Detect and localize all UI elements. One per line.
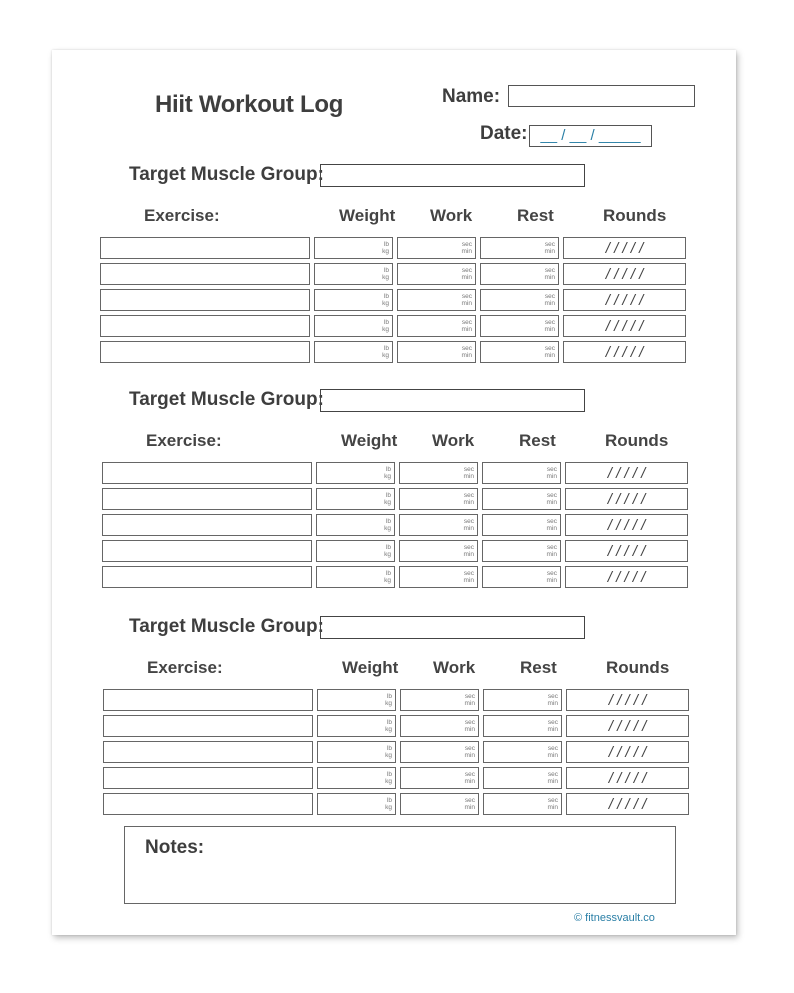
- footer-credit: © fitnessvault.co: [574, 912, 655, 924]
- rest-unit-sec: sec: [544, 267, 555, 274]
- target-muscle-label: Target Muscle Group:: [129, 164, 324, 185]
- rounds-tally: / / / / /: [605, 317, 644, 335]
- target-muscle-field[interactable]: [320, 389, 585, 412]
- rounds-tally: / / / / /: [605, 265, 644, 283]
- weight-unit-kg: kg: [385, 700, 392, 707]
- rest-cell[interactable]: [480, 341, 559, 363]
- weight-cell[interactable]: [316, 488, 395, 510]
- work-header: Work: [432, 431, 475, 450]
- work-cell[interactable]: [397, 341, 476, 363]
- rounds-tally: / / / / /: [605, 291, 644, 309]
- rest-cell[interactable]: [480, 263, 559, 285]
- weight-cell[interactable]: [316, 514, 395, 536]
- rest-unit-min: min: [546, 499, 557, 506]
- work-unit-min: min: [464, 804, 475, 811]
- work-cell[interactable]: [400, 715, 479, 737]
- rounds-header: Rounds: [603, 206, 667, 225]
- weight-unit-kg: kg: [385, 804, 392, 811]
- work-unit-sec: sec: [461, 345, 472, 352]
- exercise-cell[interactable]: [102, 514, 312, 536]
- weight-cell[interactable]: [316, 540, 395, 562]
- weight-unit-kg: kg: [382, 274, 389, 281]
- work-cell[interactable]: [397, 263, 476, 285]
- rest-unit-min: min: [547, 752, 558, 759]
- rounds-tally: / / / / /: [605, 239, 644, 257]
- weight-unit-kg: kg: [382, 300, 389, 307]
- work-unit-min: min: [464, 700, 475, 707]
- rest-header: Rest: [517, 206, 554, 225]
- weight-unit-lb: lb: [386, 693, 392, 700]
- work-unit-sec: sec: [464, 797, 475, 804]
- rest-unit-sec: sec: [546, 544, 557, 551]
- work-unit-min: min: [463, 525, 474, 532]
- weight-unit-lb: lb: [385, 518, 391, 525]
- work-cell[interactable]: [397, 315, 476, 337]
- rest-unit-sec: sec: [547, 797, 558, 804]
- rest-cell[interactable]: [480, 289, 559, 311]
- rounds-cell[interactable]: [565, 462, 688, 484]
- exercise-cell[interactable]: [103, 689, 313, 711]
- name-label: Name:: [442, 86, 501, 107]
- exercise-cell[interactable]: [103, 715, 313, 737]
- rest-cell[interactable]: [483, 793, 562, 815]
- work-unit-min: min: [464, 752, 475, 759]
- rest-cell[interactable]: [482, 540, 561, 562]
- work-unit-min: min: [461, 248, 472, 255]
- weight-unit-lb: lb: [385, 492, 391, 499]
- rounds-cell[interactable]: [565, 540, 688, 562]
- rest-unit-sec: sec: [546, 492, 557, 499]
- weight-cell[interactable]: [317, 689, 396, 711]
- weight-unit-kg: kg: [382, 248, 389, 255]
- work-cell[interactable]: [399, 462, 478, 484]
- rest-cell[interactable]: [480, 315, 559, 337]
- rounds-cell[interactable]: [563, 263, 686, 285]
- weight-unit-lb: lb: [383, 241, 389, 248]
- rest-unit-sec: sec: [544, 293, 555, 300]
- rest-unit-sec: sec: [547, 745, 558, 752]
- rounds-cell[interactable]: [563, 237, 686, 259]
- weight-cell[interactable]: [316, 566, 395, 588]
- weight-unit-lb: lb: [385, 466, 391, 473]
- work-unit-sec: sec: [464, 719, 475, 726]
- exercise-cell[interactable]: [103, 767, 313, 789]
- rounds-tally: / / / / /: [608, 795, 647, 813]
- weight-unit-kg: kg: [384, 551, 391, 558]
- work-cell[interactable]: [400, 689, 479, 711]
- rest-unit-min: min: [544, 248, 555, 255]
- work-unit-sec: sec: [463, 544, 474, 551]
- rest-unit-min: min: [544, 300, 555, 307]
- weight-unit-kg: kg: [382, 352, 389, 359]
- rounds-tally: / / / / /: [605, 343, 644, 361]
- rest-cell[interactable]: [483, 741, 562, 763]
- rest-unit-min: min: [544, 352, 555, 359]
- rounds-cell[interactable]: [566, 741, 689, 763]
- rest-unit-sec: sec: [544, 319, 555, 326]
- rest-cell[interactable]: [482, 514, 561, 536]
- weight-unit-lb: lb: [385, 570, 391, 577]
- rounds-tally: / / / / /: [607, 542, 646, 560]
- work-unit-min: min: [463, 473, 474, 480]
- rounds-cell[interactable]: [566, 689, 689, 711]
- weight-cell[interactable]: [314, 289, 393, 311]
- weight-header: Weight: [341, 431, 398, 450]
- weight-cell[interactable]: [314, 237, 393, 259]
- weight-unit-lb: lb: [383, 345, 389, 352]
- weight-cell[interactable]: [317, 741, 396, 763]
- weight-header: Weight: [339, 206, 396, 225]
- date-label: Date:: [480, 123, 528, 144]
- weight-cell[interactable]: [317, 715, 396, 737]
- rest-cell[interactable]: [483, 767, 562, 789]
- rest-unit-min: min: [546, 551, 557, 558]
- weight-header: Weight: [342, 658, 399, 677]
- exercise-cell[interactable]: [102, 540, 312, 562]
- exercise-header: Exercise:: [144, 206, 220, 225]
- weight-unit-kg: kg: [382, 326, 389, 333]
- weight-unit-kg: kg: [384, 577, 391, 584]
- work-unit-sec: sec: [461, 267, 472, 274]
- work-unit-min: min: [464, 778, 475, 785]
- work-unit-min: min: [461, 326, 472, 333]
- work-unit-min: min: [463, 577, 474, 584]
- rest-cell[interactable]: [483, 715, 562, 737]
- rounds-cell[interactable]: [563, 341, 686, 363]
- rounds-header: Rounds: [606, 658, 670, 677]
- exercise-cell[interactable]: [100, 315, 310, 337]
- work-unit-sec: sec: [461, 293, 472, 300]
- work-unit-sec: sec: [463, 570, 474, 577]
- exercise-cell[interactable]: [102, 488, 312, 510]
- work-unit-min: min: [461, 300, 472, 307]
- rest-unit-min: min: [546, 473, 557, 480]
- weight-cell[interactable]: [314, 341, 393, 363]
- weight-unit-lb: lb: [383, 267, 389, 274]
- rounds-cell[interactable]: [566, 767, 689, 789]
- work-unit-sec: sec: [461, 241, 472, 248]
- work-cell[interactable]: [399, 514, 478, 536]
- work-unit-min: min: [461, 352, 472, 359]
- work-cell[interactable]: [399, 540, 478, 562]
- rest-unit-sec: sec: [547, 693, 558, 700]
- exercise-cell[interactable]: [102, 462, 312, 484]
- weight-cell[interactable]: [314, 263, 393, 285]
- rest-header: Rest: [520, 658, 557, 677]
- exercise-cell[interactable]: [100, 237, 310, 259]
- work-cell[interactable]: [397, 289, 476, 311]
- work-unit-sec: sec: [463, 492, 474, 499]
- weight-unit-lb: lb: [386, 771, 392, 778]
- work-cell[interactable]: [400, 741, 479, 763]
- rest-cell[interactable]: [482, 566, 561, 588]
- rounds-cell[interactable]: [565, 488, 688, 510]
- weight-unit-kg: kg: [384, 525, 391, 532]
- weight-cell[interactable]: [314, 315, 393, 337]
- rounds-tally: / / / / /: [608, 743, 647, 761]
- rest-cell[interactable]: [480, 237, 559, 259]
- rounds-tally: / / / / /: [607, 464, 646, 482]
- rest-unit-sec: sec: [546, 570, 557, 577]
- exercise-cell[interactable]: [102, 566, 312, 588]
- work-cell[interactable]: [400, 793, 479, 815]
- work-header: Work: [433, 658, 476, 677]
- rest-unit-min: min: [546, 577, 557, 584]
- rest-unit-min: min: [547, 778, 558, 785]
- rounds-cell[interactable]: [566, 715, 689, 737]
- work-unit-sec: sec: [463, 466, 474, 473]
- rounds-cell[interactable]: [563, 315, 686, 337]
- work-unit-sec: sec: [464, 745, 475, 752]
- rest-unit-min: min: [547, 804, 558, 811]
- rest-unit-sec: sec: [544, 241, 555, 248]
- rest-cell[interactable]: [483, 689, 562, 711]
- rest-unit-min: min: [546, 525, 557, 532]
- work-header: Work: [430, 206, 473, 225]
- rest-unit-min: min: [544, 326, 555, 333]
- work-unit-sec: sec: [464, 771, 475, 778]
- work-cell[interactable]: [399, 488, 478, 510]
- weight-unit-lb: lb: [385, 544, 391, 551]
- work-unit-sec: sec: [461, 319, 472, 326]
- rest-unit-min: min: [547, 700, 558, 707]
- exercise-header: Exercise:: [146, 431, 222, 450]
- exercise-cell[interactable]: [100, 263, 310, 285]
- rounds-tally: / / / / /: [607, 568, 646, 586]
- rest-cell[interactable]: [482, 462, 561, 484]
- weight-unit-kg: kg: [385, 726, 392, 733]
- rounds-cell[interactable]: [566, 793, 689, 815]
- work-unit-sec: sec: [464, 693, 475, 700]
- weight-cell[interactable]: [316, 462, 395, 484]
- weight-unit-kg: kg: [384, 473, 391, 480]
- weight-cell[interactable]: [317, 767, 396, 789]
- weight-unit-lb: lb: [383, 319, 389, 326]
- rest-unit-sec: sec: [547, 719, 558, 726]
- target-muscle-label: Target Muscle Group:: [129, 389, 324, 410]
- weight-unit-kg: kg: [384, 499, 391, 506]
- notes-label: Notes:: [145, 837, 205, 858]
- work-unit-min: min: [464, 726, 475, 733]
- target-muscle-field[interactable]: [320, 164, 585, 187]
- rounds-tally: / / / / /: [608, 691, 647, 709]
- exercise-cell[interactable]: [100, 341, 310, 363]
- rest-unit-sec: sec: [546, 518, 557, 525]
- rounds-tally: / / / / /: [607, 490, 646, 508]
- notes-box[interactable]: [124, 826, 676, 904]
- rest-header: Rest: [519, 431, 556, 450]
- rounds-cell[interactable]: [563, 289, 686, 311]
- rest-unit-min: min: [547, 726, 558, 733]
- exercise-cell[interactable]: [103, 793, 313, 815]
- work-unit-min: min: [463, 499, 474, 506]
- rest-unit-sec: sec: [547, 771, 558, 778]
- weight-unit-kg: kg: [385, 752, 392, 759]
- weight-unit-lb: lb: [386, 745, 392, 752]
- weight-cell[interactable]: [317, 793, 396, 815]
- weight-unit-lb: lb: [386, 797, 392, 804]
- exercise-cell[interactable]: [100, 289, 310, 311]
- work-cell[interactable]: [399, 566, 478, 588]
- date-field[interactable]: __ / __ / _____: [529, 125, 652, 147]
- target-muscle-label: Target Muscle Group:: [129, 616, 324, 637]
- rest-unit-sec: sec: [546, 466, 557, 473]
- name-field[interactable]: [508, 85, 695, 107]
- weight-unit-lb: lb: [386, 719, 392, 726]
- page-title: Hiit Workout Log: [155, 91, 344, 118]
- rounds-header: Rounds: [605, 431, 669, 450]
- work-unit-min: min: [461, 274, 472, 281]
- exercise-cell[interactable]: [103, 741, 313, 763]
- work-unit-min: min: [463, 551, 474, 558]
- work-cell[interactable]: [397, 237, 476, 259]
- rest-unit-sec: sec: [544, 345, 555, 352]
- exercise-header: Exercise:: [147, 658, 223, 677]
- rounds-cell[interactable]: [565, 514, 688, 536]
- weight-unit-kg: kg: [385, 778, 392, 785]
- rest-unit-min: min: [544, 274, 555, 281]
- rounds-tally: / / / / /: [608, 769, 647, 787]
- rest-cell[interactable]: [482, 488, 561, 510]
- work-unit-sec: sec: [463, 518, 474, 525]
- weight-unit-lb: lb: [383, 293, 389, 300]
- rounds-tally: / / / / /: [607, 516, 646, 534]
- rounds-tally: / / / / /: [608, 717, 647, 735]
- target-muscle-field[interactable]: [320, 616, 585, 639]
- work-cell[interactable]: [400, 767, 479, 789]
- rounds-cell[interactable]: [565, 566, 688, 588]
